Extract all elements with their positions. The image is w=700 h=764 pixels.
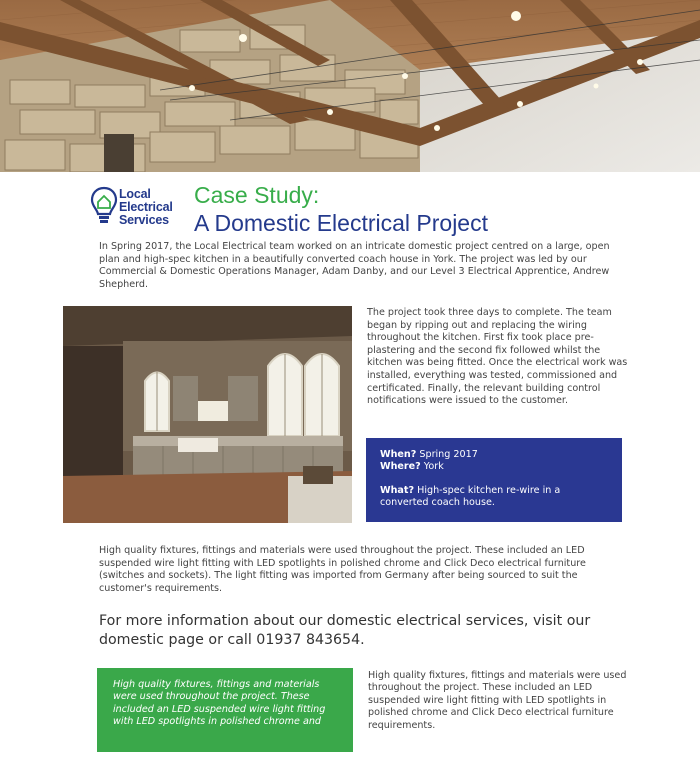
company-logo-text — [119, 188, 173, 227]
quote-text: High quality fixtures, fittings and materials were used throughout the project. These included an LED suspended wire light fitting with LED spotlights in polished chrome and — [113, 679, 326, 728]
contact-call-to-action: For more information about our domestic electrical services, visit our domestic page or call 01937 843654. — [99, 613, 591, 648]
summary-where — [380, 461, 608, 473]
fixtures-paragraph: High quality fixtures, fittings and materials were used throughout the project. These included an LED suspended wire light fitting with LED spotlights in polished chrome and Click Deco electrical furniture (switches and sockets). The light fitting was imported from Germany after being sourced to suit the customer's requirements. — [99, 545, 586, 594]
kitchen-photo — [63, 306, 352, 523]
project-details-paragraph: The project took three days to complete. The team began by ripping out and replacing the wiring throughout the kitchen. First fix took place pre-plastering and the second fix followed whilst the kitchen was being fitted. Once the electrical work was installed, everything was tested, commissioned and certificated. Finally, the relevant building control notifications were issued to the customer. — [367, 307, 628, 407]
where-value: York — [423, 461, 444, 472]
logo-line-services: Services — [119, 213, 169, 227]
logo-line-electrical: Electrical — [119, 200, 173, 214]
lightbulb-house-icon — [90, 186, 118, 226]
fixtures-summary-paragraph: High quality fixtures, fittings and materials were used throughout the project. These included an LED suspended wire light fitting with LED spotlights in polished chrome and Click Deco electrical furniture requirements. — [368, 670, 627, 731]
intro-paragraph: In Spring 2017, the Local Electrical team worked on an intricate domestic project centred on a large, open plan and high-spec kitchen in a beautifully converted coach house in York. The project was led by our Commercial & Domestic Operations Manager, Adam Danby, and our Level 3 Electrical Apprentice, Andrew Shepherd. — [99, 241, 610, 290]
page-title — [194, 181, 488, 237]
summary-box — [366, 438, 622, 522]
what-label: What? — [380, 485, 415, 496]
when-value: Spring 2017 — [419, 449, 478, 460]
logo-line-local: Local — [119, 187, 151, 201]
kitchen-illustration — [63, 306, 352, 523]
title-case-study: Case Study: — [194, 182, 320, 208]
quote-box — [97, 668, 353, 752]
ceiling-illustration — [0, 0, 700, 172]
when-label: When? — [380, 449, 417, 460]
where-label: Where? — [380, 461, 421, 472]
hero-ceiling-photo — [0, 0, 700, 172]
summary-what — [380, 485, 608, 509]
title-project: A Domestic Electrical Project — [194, 210, 488, 236]
summary-when — [380, 449, 608, 461]
what-value: High-spec kitchen re-wire in a converted coach house. — [380, 485, 561, 508]
